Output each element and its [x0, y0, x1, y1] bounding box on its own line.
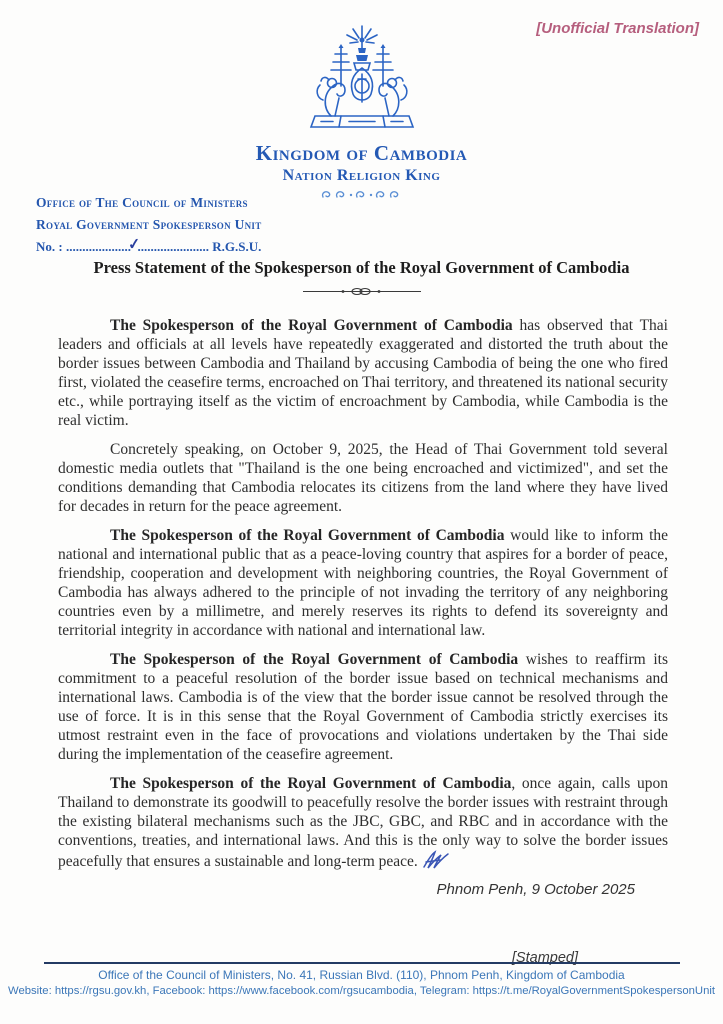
press-statement-title: Press Statement of the Spokesperson of the Royal Government of Cambodia — [93, 258, 630, 277]
khmer-flourish-icon — [319, 188, 405, 201]
title-divider-icon — [303, 287, 421, 296]
office-line-spokesperson-unit: Royal Government Spokesperson Unit — [36, 217, 262, 232]
office-letterhead-block — [36, 192, 262, 258]
footer-divider — [44, 962, 680, 964]
stamped-note: [Stamped] — [511, 950, 578, 966]
statement-body — [0, 296, 723, 871]
paragraph-4: The Spokesperson of the Royal Government of Cambodia wishes to reaffirm its commitment to a peaceful resolution of the border issue based on technical mechanisms and international laws. Cambodia is of the view that the border issue cannot be resolved through the use of force. It is in this sense that the Royal Government of Cambodia strictly exercises its utmost restraint even in the face of provocations and violations undertaken by the Thai side during the implementation of the ceasefire agreement. — [58, 651, 668, 763]
reference-number-line: No. : ....................✓...................... R.G.S.U. — [36, 236, 262, 258]
document-footer — [0, 962, 723, 997]
paragraph-3: The Spokesperson of the Royal Government of Cambodia would like to inform the national and international public that as a peace-loving country that aspires for a border of peace, friendship, cooperation and development with neighboring countries, the Royal Government of Cambodia has always adhered to the principle of not invading the territory of any neighboring countries even by a millimetre, and merely reserves its rights to defend its sovereignty and territorial integrity in accordance with national and international law. — [58, 527, 669, 639]
unofficial-translation-note: [Unofficial Translation] — [536, 20, 699, 37]
paragraph-1: The Spokesperson of the Royal Government of Cambodia has observed that Thai leaders and officials at all levels have repeatedly exaggerated and distorted the truth about the border issues between Cambodia and Thailand by accusing Cambodia of being the one who fired first, violated the ceasefire terms, encroached on Thai territory, and threatened its national security etc., while portraying itself as the victim of encroachment by Cambodia, while Cambodia is the real victim. — [58, 317, 668, 429]
paragraph-5: The Spokesperson of the Royal Government of Cambodia, once again, calls upon Thailand to demonstrate its goodwill to peacefully resolve the border issues with restraint through the existing bilateral mechanisms such as the JBC, GBC, and RBC and in accordance with the conventions, treaties, and international laws. And this is the only way to solve the border issues peacefully that ensures a sustainable and long-term peace. — [58, 775, 668, 870]
office-line-council: Office of The Council of Ministers — [36, 195, 248, 210]
footer-address: Office of the Council of Ministers, No. 41, Russian Blvd. (110), Phnom Penh, Kingdom of Cambodia — [98, 968, 625, 982]
paragraph-2: Concretely speaking, on October 9, 2025, the Head of Thai Government told several domestic media outlets that "Thailand is the one being encroached and victimized", and set the conditions demanding that Cambodia relocates its citizens from the land where they have lived for decades in return for the peace agreement. — [58, 441, 668, 515]
signature-initials-icon — [420, 850, 450, 870]
checkmark-icon: ✓ — [127, 236, 142, 254]
nation-religion-king-motto: Nation Religion King — [282, 167, 441, 184]
kingdom-of-cambodia-heading: Kingdom of Cambodia — [255, 141, 468, 165]
place-date-line: Phnom Penh, 9 October 2025 — [436, 881, 635, 898]
footer-links: Website: https://rgsu.gov.kh, Facebook: https://www.facebook.com/rgsucambodia, Telegram: https://t.me/RoyalGovernmentSpokespersonUnit — [7, 985, 716, 997]
cambodia-royal-arms-icon — [301, 24, 423, 138]
